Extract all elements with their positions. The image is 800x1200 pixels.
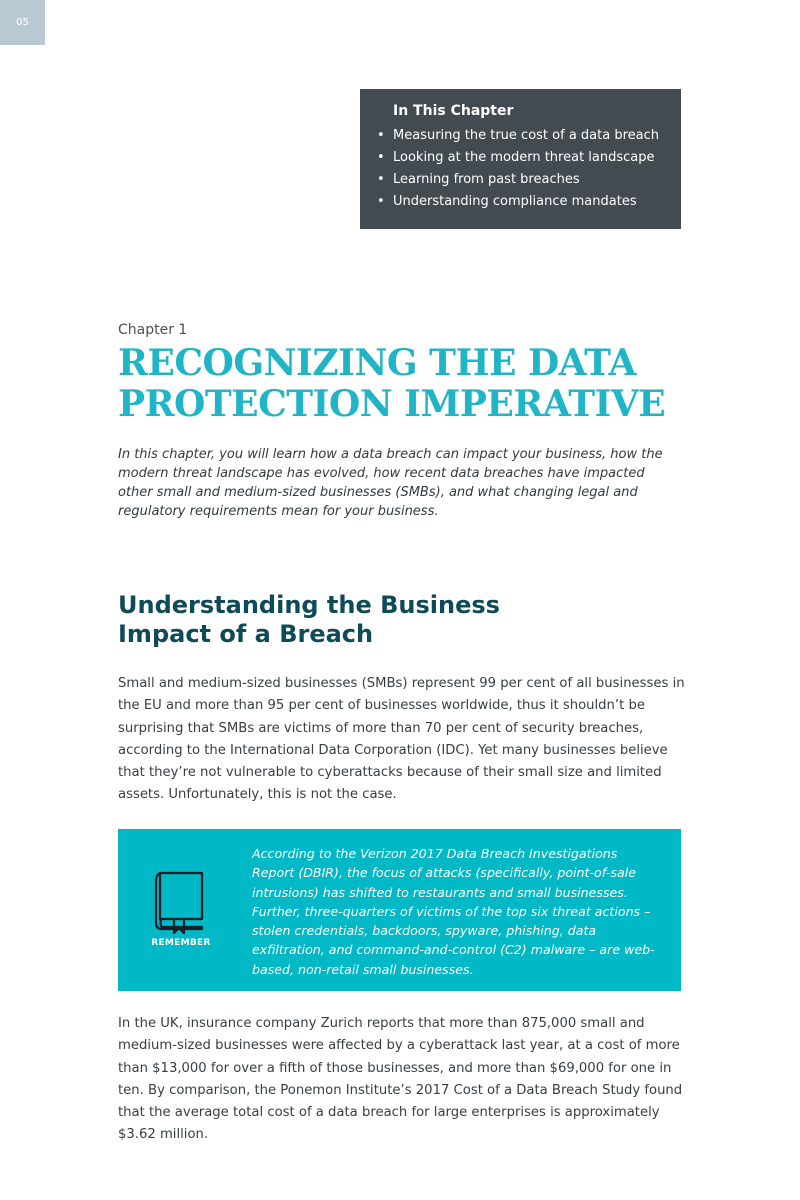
chapter-title: RECOGNIZING THE DATA PROTECTION IMPERATIVE (118, 342, 666, 425)
body-paragraph: In the UK, insurance company Zurich reports that more than 875,000 small and medium-sized businesses were affected by a cyberattack last year, at a cost of more than $13,000 for over a fifth of those businesses, and more than $69,000 for one in ten. By comparison, the Ponemon Institute’s 2017 Cost of a Data Breach Study found that the average total cost of a data breach for large enterprises is approximately $3.62 million. (118, 1016, 683, 1143)
remember-label: REMEMBER (151, 938, 211, 948)
chapter-topics-list (377, 125, 671, 213)
in-this-chapter-box (360, 89, 681, 229)
page-number: 05 (0, 0, 45, 45)
remember-callout (118, 829, 681, 991)
body-paragraph: Small and medium-sized businesses (SMBs) represent 99 per cent of all businesses in the EU and more than 95 per cent of businesses worldwide, thus it shouldn’t be surprising that SMBs are victims of more than 70 per cent of security breaches, according to the International Data Corporation (IDC). Yet many businesses believe that they’re not vulnerable to cyberattacks because of their small size and limited assets. Unfortunately, this is not the case. (118, 676, 685, 803)
list-item: • Looking at the modern threat landscape (377, 150, 655, 165)
list-item: • Understanding compliance mandates (377, 194, 637, 209)
book-bookmark-icon (152, 869, 208, 935)
list-item: • Learning from past breaches (377, 172, 580, 187)
section-heading: Understanding the Business Impact of a Breach (118, 591, 500, 648)
list-item: • Measuring the true cost of a data breach (377, 128, 659, 143)
chapter-label: Chapter 1 (118, 322, 188, 338)
in-this-chapter-title: In This Chapter (393, 103, 514, 119)
chapter-intro: In this chapter, you will learn how a data breach can impact your business, how the modern threat landscape has evolved, how recent data breaches have impacted other small and medium-sized businesses (SMBs), and what changing legal and regulatory requirements mean for your business. (118, 447, 663, 519)
remember-text: According to the Verizon 2017 Data Breach Investigations Report (DBIR), the focus of attacks (specifically, point-of-sale intrusions) has shifted to restaurants and small businesses. Further, three-quarters of victims of the top six threat actions – stolen credentials, backdoors, spyware, phishing, data exfiltration, and command-and-control (C2) malware – are web-based, non-retail small businesses. (252, 846, 655, 977)
